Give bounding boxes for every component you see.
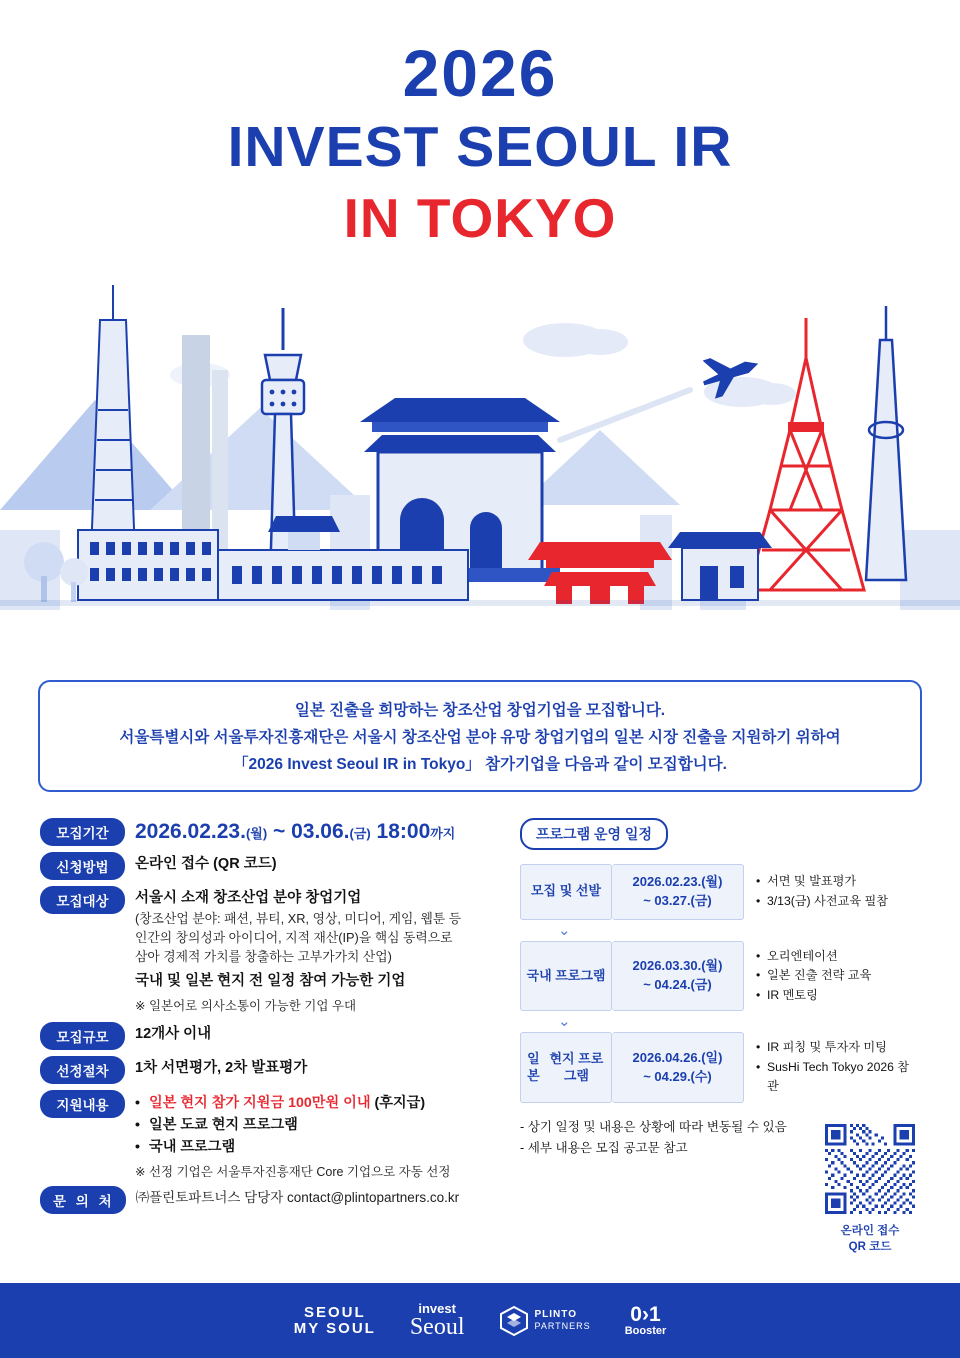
- schedule-note-2: - 세부 내용은 모집 공고문 참고: [520, 1140, 688, 1155]
- step-3-name-line1: 일본: [527, 1050, 540, 1083]
- program-schedule-column: [520, 818, 920, 1158]
- period-end-date: 03.06.: [291, 820, 350, 843]
- schedule-note-1: - 상기 일정 및 내용은 상황에 따라 변동될 수 있음: [520, 1119, 787, 1134]
- step-2-desc-2: • 일본 진출 전략 교육: [756, 966, 920, 986]
- target-note: ※ 일본어로 의사소통이 가능한 기업 우대: [135, 998, 357, 1013]
- value-period: [135, 820, 500, 843]
- intro-line-1: 일본 진출을 희망하는 창조산업 창업기업을 모집합니다.: [294, 702, 666, 719]
- support-item-2: • 일본 도쿄 현지 프로그램: [135, 1114, 500, 1136]
- step-3-date: [612, 1032, 744, 1103]
- chevron-down-icon-1: ⌄: [558, 921, 571, 939]
- qr-block[interactable]: [822, 1124, 918, 1255]
- logo-seoul-line1: SEOUL: [303, 1303, 366, 1321]
- intro-line-2: 서울특별시와 서울투자진흥재단은 서울시 창조산업 분야 유망 창업기업의 일본 시장 진출을 지원하기 위하여: [119, 729, 841, 746]
- period-start-day: (월): [245, 826, 268, 841]
- logo-plinto-line2: PARTNERS: [534, 1321, 591, 1332]
- row-support: [40, 1090, 500, 1180]
- value-method: 온라인 접수 (QR 코드): [135, 856, 277, 872]
- logo-booster: [625, 1304, 667, 1338]
- period-tilde: ~: [267, 820, 292, 843]
- title-main: INVEST SEOUL IR: [227, 115, 733, 179]
- support-item-1-highlight: 일본 현지 참가 지원금 100만원 이내: [149, 1094, 371, 1111]
- step-3-desc: [744, 1032, 920, 1103]
- logo-invest-line2: Seoul: [409, 1314, 465, 1340]
- label-period: 모집기간: [40, 818, 125, 846]
- value-contact[interactable]: ㈜플린토파트너스 담당자 contact@plintopartners.co.kr: [135, 1189, 460, 1205]
- support-item-3: • 국내 프로그램: [135, 1136, 500, 1158]
- step-3-name-line2: 현지 프로그램: [549, 1050, 604, 1083]
- period-end-day: (금): [349, 826, 371, 841]
- step-2-desc: [744, 941, 920, 1012]
- value-target: 서울시 소재 창조산업 분야 창업기업: [135, 890, 362, 906]
- step-2-date-line2: ~ 04.24.(금): [643, 976, 712, 992]
- label-method: 신청방법: [40, 852, 125, 880]
- step-2-desc-1: • 오리엔테이션: [756, 947, 920, 967]
- support-item-1: [135, 1092, 500, 1114]
- schedule-table: [520, 864, 920, 1103]
- label-contact: 문 의 처: [40, 1186, 126, 1214]
- logo-booster-line1: 0›1: [630, 1302, 661, 1326]
- schedule-heading: 프로그램 운영 일정: [520, 818, 668, 850]
- label-support: 지원내용: [40, 1090, 125, 1118]
- value-process: 1차 서면평가, 2차 발표평가: [135, 1059, 308, 1076]
- title-year: 2026: [402, 36, 558, 110]
- support-note: ※ 선정 기업은 서울투자진흥재단 Core 기업으로 자동 선정: [135, 1164, 451, 1179]
- logo-plinto-partners: [499, 1305, 591, 1337]
- step-1-desc-2: • 3/13(금) 사전교육 필참: [756, 892, 920, 912]
- label-scale: 모집규모: [40, 1022, 125, 1050]
- step-2-date-line1: 2026.03.30.(월): [632, 958, 723, 974]
- logo-plinto-line1: PLINTO: [534, 1309, 577, 1321]
- poster-title: [0, 36, 960, 251]
- period-until: 까지: [430, 826, 456, 841]
- logo-booster-line2: Booster: [624, 1324, 667, 1337]
- step-1-desc-1: • 서면 및 발표평가: [756, 872, 920, 892]
- footer-logo-bar: [0, 1283, 960, 1358]
- step-2-desc-3: • IR 멘토링: [756, 986, 920, 1006]
- row-process: [40, 1056, 500, 1084]
- skyline-illustration: [0, 280, 960, 660]
- step-1-date-line2: ~ 03.27.(금): [643, 892, 712, 908]
- value-scale: 12개사 이내: [135, 1025, 212, 1042]
- step-3-desc-1: • IR 피칭 및 투자자 미팅: [756, 1038, 920, 1058]
- step-3-desc-2: • SusHi Tech Tokyo 2026 참관: [756, 1058, 920, 1097]
- target-detail-1: (창조산업 분야: 패션, 뷰티, XR, 영상, 미디어, 게임, 웹툰 등: [135, 911, 462, 927]
- step-3-date-line1: 2026.04.26.(일): [632, 1049, 723, 1065]
- support-item-1-tail: (후지급): [370, 1094, 426, 1111]
- chevron-down-icon-2: ⌄: [558, 1013, 571, 1031]
- title-sub: IN TOKYO: [343, 187, 617, 250]
- qr-caption: [822, 1224, 918, 1255]
- intro-line-3: 「2026 Invest Seoul IR in Tokyo」 참가기업을 다음과 같이 모집합니다.: [233, 756, 727, 773]
- row-scale: [40, 1022, 500, 1050]
- details-left-column: [40, 818, 500, 1220]
- step-3-name: [520, 1032, 612, 1103]
- schedule-step-3: [520, 1032, 920, 1103]
- support-list: [135, 1092, 500, 1158]
- label-process: 선정절차: [40, 1056, 125, 1084]
- qr-caption-line1: 온라인 접수: [840, 1225, 900, 1237]
- schedule-step-2: [520, 941, 920, 1012]
- schedule-step-1: [520, 864, 920, 920]
- step-2-name: 국내 프로그램: [520, 941, 612, 1012]
- row-target: [40, 886, 500, 1014]
- step-2-date: [612, 941, 744, 1012]
- step-1-date: [612, 864, 744, 920]
- step-1-name: 모집 및 선발: [520, 864, 612, 920]
- step-1-date-line1: 2026.02.23.(월): [632, 874, 723, 889]
- label-target: 모집대상: [40, 886, 125, 914]
- step-1-desc: [744, 864, 920, 920]
- plinto-mark-icon: [499, 1305, 529, 1337]
- logo-seoul-my-soul: [294, 1305, 376, 1337]
- qr-code-icon[interactable]: [825, 1124, 915, 1214]
- row-method: [40, 852, 500, 880]
- target-bold-2: 국내 및 일본 현지 전 일정 참여 가능한 기업: [135, 972, 406, 989]
- target-detail-3: 삼아 경제적 가치를 창출하는 고부가가치 산업): [135, 949, 392, 965]
- period-time: 18:00: [370, 820, 431, 843]
- row-contact: [40, 1186, 500, 1214]
- row-period: [40, 818, 500, 846]
- target-detail-2: 인간의 창의성과 아이디어, 지적 재산(IP)을 핵심 동력으로: [135, 930, 453, 946]
- logo-invest-line1: invest: [418, 1301, 456, 1316]
- intro-box: [38, 680, 922, 792]
- logo-seoul-line2: MY SOUL: [293, 1319, 376, 1337]
- step-3-date-line2: ~ 04.29.(수): [643, 1068, 712, 1084]
- logo-invest-seoul: [410, 1302, 465, 1339]
- period-start-date: 2026.02.23.: [135, 820, 246, 843]
- qr-caption-line2: QR 코드: [848, 1240, 892, 1253]
